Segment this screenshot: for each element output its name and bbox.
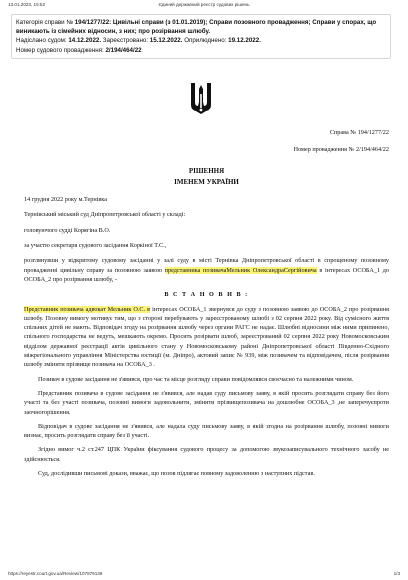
case-category: Категорія справи № 194/1277/22: Цивільні справи (з 01.01.2019); Справи позовного провадження; Справи у спорах, що виникають із сімейних відносин, з них; про розірвання шлюбу. xyxy=(16,19,377,36)
date-place: 14 грудня 2022 року м.Тернівка xyxy=(24,196,107,204)
case-intro: розглянувши у відкритому судовому засіданні у залі суду в місті Тернівка Дніпропетровської області в спрощеному позовному провадженні цивільну справу за позовною заявою представника позивачаМельник ОлександраСергійовича в інтересах ОСОБА_1 до ОСОБА_2 про розірвання шлюбу, - xyxy=(24,257,390,283)
court-composition: Тернівський міський суд Дніпропетровської області у складі: xyxy=(24,211,186,219)
defendant-paragraph: Відповідач в судове засідання не з'явився, але надала суду письмову заяву, в якій згодна на розірвання шлюбу, позовні вимоги визнає, просить розглядати справу без її участі. xyxy=(24,422,389,440)
proceeding-number: Номер провадження № 2/194/464/22 xyxy=(293,146,389,154)
case-info-box xyxy=(11,14,391,59)
court-secretary: за участю секретаря судового засідання Коркіної Т.С., xyxy=(24,242,167,250)
site-title: Єдиний державний реєстр судових рішень xyxy=(158,2,250,7)
representative-paragraph: Представник позивача в судове засідання не з'явився, але надав суду письмову заяву, в якій просить розглядати справу без його участі та без участі позивача, позовні вимоги задовольнити, змінити прізвищепозивача на дошлюбне ОСОБА_3 ,не заперечуєпроти заочногорішення. xyxy=(24,389,389,416)
recording-paragraph: Згідно вимог ч.2 ст.247 ЦПК України фіксування судового процесу за допомогою звукозаписувального технічного засобу не здійснюється. xyxy=(24,446,389,463)
case-number: Справа № 194/1277/22 xyxy=(329,129,389,136)
trident-emblem-icon xyxy=(188,80,214,116)
page-url: https://reyestr.court.gov.ua/Review/107879138 xyxy=(8,571,103,576)
presiding-judge: головуючого судді Корягіна В.О. xyxy=(24,226,111,234)
conclusion-paragraph: Суд, дослідивши письмові докази, вважає, що позов підлягає повному задоволенню з наступних підстав. xyxy=(38,470,315,478)
document-subtitle: ІМЕНЕМ УКРАЇНИ xyxy=(174,177,239,186)
case-proceeding-number: Номер судового провадження: 2/194/464/22 xyxy=(16,46,142,54)
document-body xyxy=(24,120,389,478)
established-heading: В С Т А Н О В И В : xyxy=(164,291,249,299)
plaintiff-paragraph: Позивач в судове засідання не з'явився, про час та місце розгляду справи повідомлявся своєчасно та належними чином. xyxy=(38,375,354,383)
case-dates: Надіслано судом: 14.12.2022. Зареєстровано: 15.12.2022. Оприлюднено: 19.12.2022. xyxy=(16,37,261,45)
page-counter: 1/3 xyxy=(393,571,400,576)
document-title: РІШЕННЯ xyxy=(188,166,225,175)
print-footer xyxy=(8,571,400,576)
print-timestamp: 13.01.2023, 15:52 xyxy=(8,2,46,7)
claim-paragraph: Представник позивача адвокат Мельник О.С. в інтересах ОСОБА_1 звернувся до суду з позовною заявою до ОСОБА_2 про розірвання шлюбу. Позовну вимогу мотивує тим, що з стороні перебувають у зареєстрованому шлюбі з 02 серпня 2022 року. Від сумісного життя спільних дітей не мають. Відповідач згоду на розірвання шлюбу через органи РАГС не надає. Шлюбні відносини між ними припинено, спільного господарства не ведуть, мешкають окремо. Просить розірвати шлюб, зареєстрований 02 серпня 2022 року Новомосковським відділом державної реєстрації актів цивільного стану у Новомосковському районі Дніпропетровської області Південно-Східного міжрегіонального управління Міністерства юстиції (м. Дніпро), актовий запис № 939, між позивачем та відповідачем, після розірвання шлюбу змінити прізвище позивача на ОСОБА_3 . xyxy=(24,305,390,369)
